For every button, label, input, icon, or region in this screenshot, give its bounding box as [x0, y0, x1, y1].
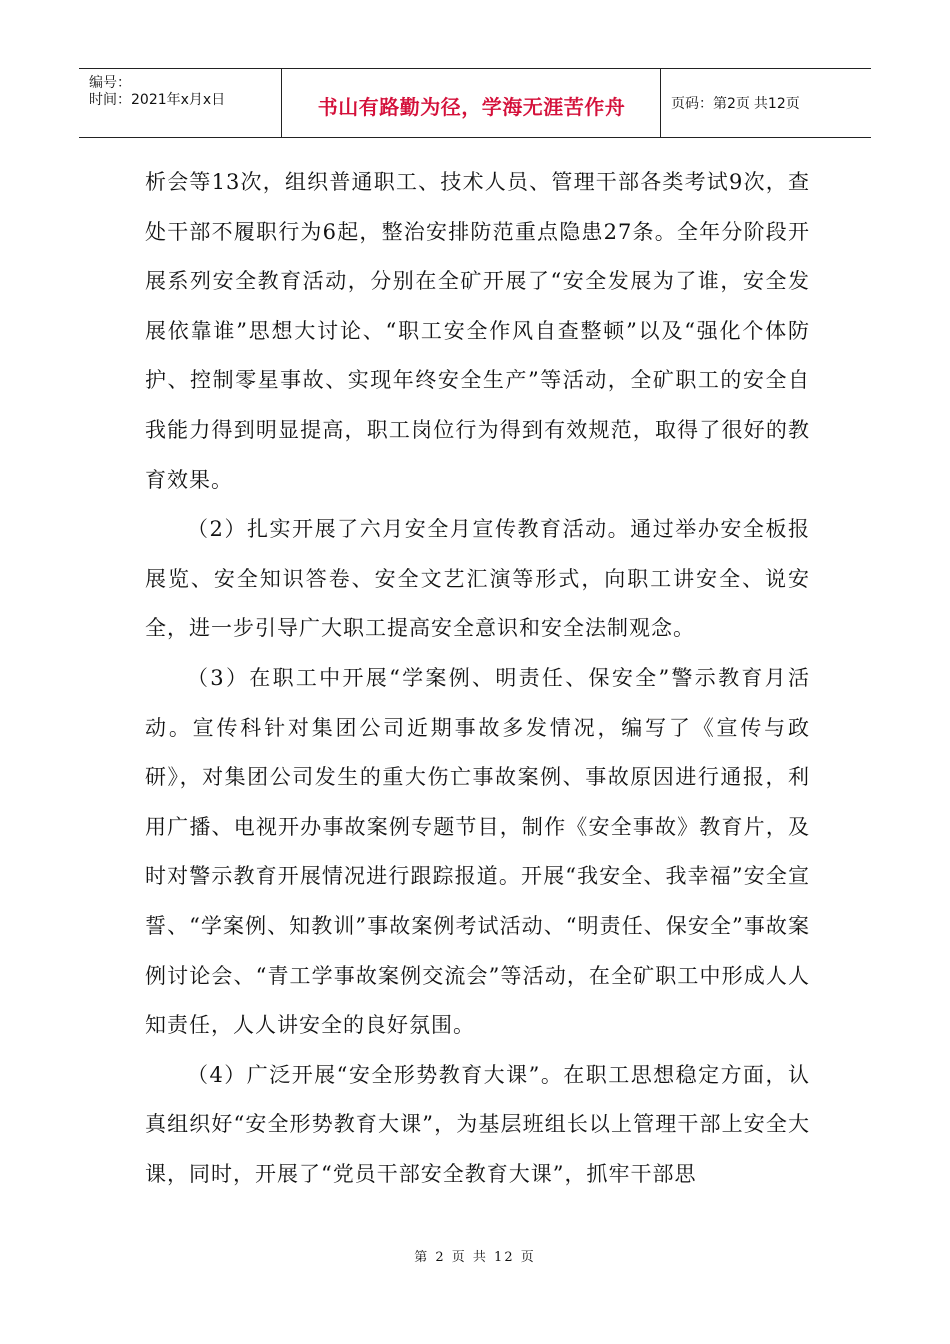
header-page-cell [661, 69, 871, 137]
page-footer: 第 2 页 共 12 页 [414, 1250, 536, 1265]
header-info-cell [79, 69, 282, 137]
number-label: 编号： [89, 75, 131, 91]
paragraph-1: 析会等13次，组织普通职工、技术人员、管理干部各类考试9次，查处干部不履职行为6起，整治安排防范重点隐患27条。全年分阶段开展系列安全教育活动，分别在全矿开展了“安全发展为了谁，安全发展依靠谁”思想大讨论、“职工安全作风自查整顿”以及“强化个体防护、控制零星事故、实现年终安全生产”等活动，全矿职工的安全自我能力得到明显提高，职工岗位行为得到有效规范，取得了很好的教育效果。 [145, 170, 810, 492]
motto-text: 书山有路勤为径，学海无涯苦作舟 [317, 94, 626, 119]
header-motto-cell [283, 69, 661, 137]
page-header [79, 68, 871, 138]
paragraph-2: （2）扎实开展了六月安全月宣传教育活动。通过举办安全板报展览、安全知识答卷、安全文艺汇演等形式，向职工讲安全、说安全，进一步引导广大职工提高安全意识和安全法制观念。 [145, 517, 810, 641]
paragraph-4: （4）广泛开展“安全形势教育大课”。在职工思想稳定方面，认真组织好“安全形势教育大课”，为基层班组长以上管理干部上安全大课，同时，开展了“党员干部安全教育大课”，抓牢干部思 [145, 1062, 810, 1186]
page-code: 页码：第2页 [671, 96, 750, 112]
paragraph-3: （3）在职工中开展“学案例、明责任、保安全”警示教育月活动。宣传科针对集团公司近期事故多发情况，编写了《宣传与政研》，对集团公司发生的重大伤亡事故案例、事故原因进行通报，利用广播、电视开办事故案例专题节目，制作《安全事故》教育片，及时对警示教育开展情况进行跟踪报道。开展“我安全、我幸福”安全宣誓、“学案例、知教训”事故案例考试活动、“明责任、保安全”事故案例讨论会、“青工学事故案例交流会”等活动，在全矿职工中形成人人知责任，人人讲安全的良好氛围。 [145, 665, 810, 1038]
total-pages: 共12页 [753, 96, 800, 112]
time-label: 时间：2021年x月x日 [89, 92, 226, 108]
document-body [145, 158, 810, 1199]
